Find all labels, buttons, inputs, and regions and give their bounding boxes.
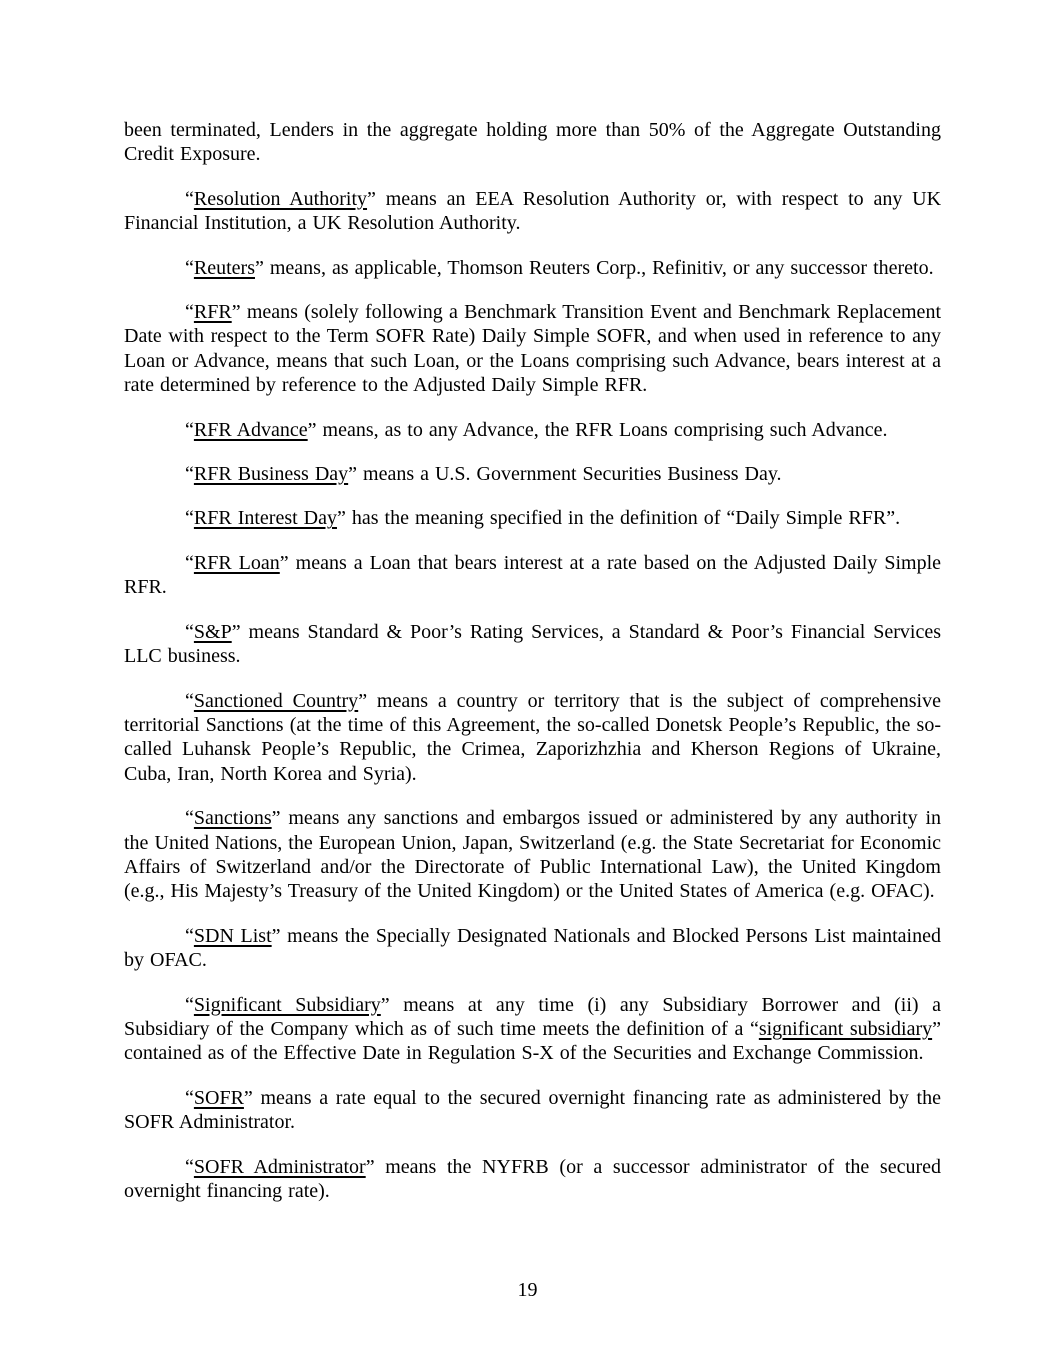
paragraph: [124, 924, 941, 973]
paragraph-text: “: [185, 507, 194, 530]
paragraph-text: ” contained as of the Effective Date in Regulation S-X of the Securities and Exchange Commission.: [124, 1017, 941, 1065]
paragraph-text: ” means Standard & Poor’s Rating Services, a Standard & Poor’s Financial Services LLC business.: [124, 620, 941, 668]
defined-term: S&P: [193, 620, 232, 643]
defined-term: Significant Subsidiary: [193, 993, 381, 1016]
paragraph-text: ” means a country or territory that is the subject of comprehensive territorial Sanctions (at the time of this Agreement, the so-called Donetsk People’s Republic, the so-called Luhansk People’s Republic, the Crimea, Zaporizhzhia and Kherson Regions of Ukraine, Cuba, Iran, North Korea and Syria).: [124, 689, 941, 785]
defined-term: RFR Interest Day: [193, 507, 337, 530]
paragraph-text: ” means an EEA Resolution Authority or, with respect to any UK Financial Institution, a UK Resolution Authority.: [124, 187, 942, 235]
paragraph: [124, 118, 941, 167]
paragraph-text: ” has the meaning specified in the definition of “Daily Simple RFR”.: [336, 507, 901, 530]
paragraph-text: “: [185, 463, 194, 486]
paragraph-text: ” means at any time (i) any Subsidiary Borrower and (ii) a Subsidiary of the Company which as of such time meets the definition of a “: [124, 993, 941, 1040]
paragraph-text: “: [185, 301, 194, 324]
paragraph-text: ” means the NYFRB (or a successor administrator of the secured overnight financing rate).: [124, 1155, 941, 1202]
paragraph-text: “: [185, 807, 194, 830]
paragraph: [124, 506, 941, 530]
paragraph: [124, 418, 941, 442]
paragraph-text: “: [185, 551, 194, 574]
paragraph-text: ” means a U.S. Government Securities Business Day.: [348, 463, 782, 486]
paragraph-text: “: [185, 1086, 194, 1109]
paragraph-text: “: [185, 418, 194, 441]
paragraph: [124, 1086, 941, 1135]
paragraph-text: ” means (solely following a Benchmark Transition Event and Benchmark Replacement Date with respect to the Term SOFR Rate) Daily Simple SOFR, and when used in reference to any Loan or Advance, means that such Loan, or the Loans comprising such Advance, bears interest at a rate determined by reference to the Adjusted Daily Simple RFR.: [124, 301, 941, 397]
page-number: 19: [517, 1279, 538, 1301]
defined-term: RFR Business Day: [193, 463, 349, 486]
paragraph: [124, 551, 941, 600]
paragraph: [124, 1155, 941, 1204]
defined-term: RFR Loan: [193, 551, 280, 574]
paragraph-text: ” means the Specially Designated Nationals and Blocked Persons List maintained by OFAC.: [124, 924, 941, 972]
paragraph-text: “: [185, 620, 194, 643]
document-body: [124, 118, 941, 1223]
paragraph-text: “: [185, 256, 194, 279]
paragraph-text: “: [185, 1155, 194, 1178]
defined-term: Sanctioned Country: [193, 689, 359, 712]
paragraph-text: “: [185, 993, 194, 1016]
defined-term: SOFR Administrator: [193, 1155, 366, 1178]
paragraph: [124, 300, 941, 398]
paragraph: [124, 689, 941, 787]
defined-term: SOFR: [193, 1086, 244, 1109]
paragraph: [124, 993, 941, 1066]
defined-term: RFR: [193, 301, 232, 324]
paragraph-text: ” means, as applicable, Thomson Reuters Corp., Refinitiv, or any successor thereto.: [254, 256, 934, 279]
paragraph-text: ” means any sanctions and embargos issued or administered by any authority in the United Nations, the European Union, Japan, Switzerland (e.g. the State Secretariat for Economic Affairs of Switzerland and/or the Directorate of Public International Law), the United Kingdom (e.g., His Majesty’s Treasury of the United Kingdom) or the United States of America (e.g. OFAC).: [124, 807, 941, 903]
paragraph: [124, 462, 941, 486]
paragraph-text: ” means a Loan that bears interest at a rate based on the Adjusted Daily Simple RFR.: [124, 551, 941, 599]
defined-term: Sanctions: [193, 807, 272, 830]
defined-term: Reuters: [193, 256, 255, 279]
paragraph: [124, 256, 941, 280]
defined-term: significant subsidiary: [758, 1017, 933, 1040]
paragraph-text: “: [185, 924, 194, 947]
paragraph: [124, 806, 941, 904]
paragraph-text: “: [185, 689, 194, 712]
defined-term: Resolution Authority: [193, 187, 368, 210]
paragraph: [124, 620, 941, 669]
paragraph-text: “: [185, 187, 194, 210]
paragraph: [124, 187, 941, 236]
paragraph-text: ” means a rate equal to the secured overnight financing rate as administered by the SOFR Administrator.: [124, 1086, 941, 1134]
paragraph-text: been terminated, Lenders in the aggregate holding more than 50% of the Aggregate Outstanding Credit Exposure.: [124, 119, 941, 166]
paragraph-text: ” means, as to any Advance, the RFR Loans comprising such Advance.: [307, 418, 888, 441]
defined-term: RFR Advance: [193, 418, 308, 441]
defined-term: SDN List: [193, 924, 272, 947]
